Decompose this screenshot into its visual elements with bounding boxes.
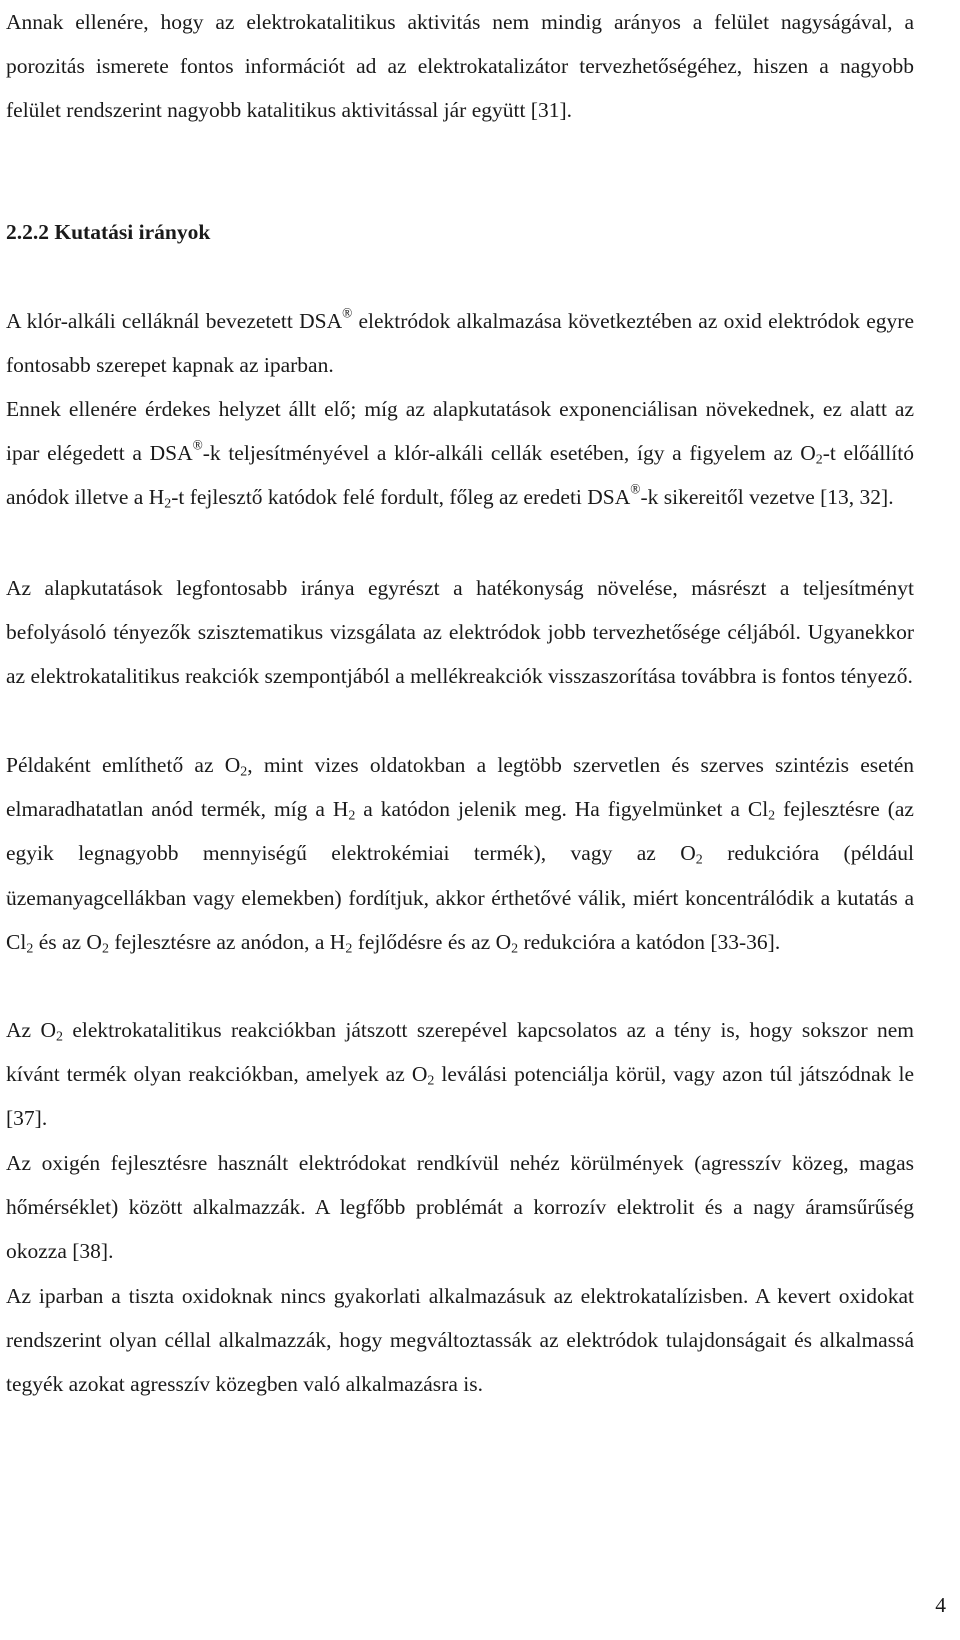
paragraph-iparban: Az iparban a tiszta oxidoknak nincs gyakorlati alkalmazásuk az elektrokatalízisben. A kevert oxidokat rendszerint olyan céllal alkalmazzák, hogy megváltoztassák az elektródok tulajdonságait és alkalmassá tegyék azokat agresszív közegben való alkalmazásra is. [6, 1284, 914, 1397]
paragraph-peldakent: Példaként említhető az $O_2$, mint vizes oldatokban a legtöbb szervetlen és szerves szintézis esetén elmaradhatatlan anód termék, míg a $H_2$ a katódon jelenik meg. Ha figyelmünket a $Cl_2$ fejlesztésre (az egyik legnagyobb mennyiségű elektrokémiai termék), vagy az $O_2$ redukcióra (például üzemanyagcellákban vagy elemekben) fordítjuk, akkor érthetővé válik, miért koncentrálódik a kutatás a $Cl_2$ és az $O_2$ fejlesztésre az anódon, a $H_2$ fejlődésre és az $O_2$ redukcióra a katódon [33-36]. [6, 753, 914, 957]
paragraph-alapkutatasok: Az alapkutatások legfontosabb iránya egyrészt a hatékonyság növelése, másrészt a teljesítményt befolyásoló tényezők szisztematikus vizsgálata az elektródok jobb tervezhetősége céljából. Ugyanekkor az elektrokatalitikus reakciók szempontjából a mellékreakciók visszaszorítása továbbra is fontos tényező. [6, 576, 914, 689]
registered-mark: ® [342, 305, 353, 321]
paragraph-intro: Annak ellenére, hogy az elektrokatalitikus aktivitás nem mindig arányos a felület nagyságával, a porozitás ismerete fontos információt ad az elektrokatalizátor tervezhetőségéhez, hiszen a nagyobb felület rendszerint nagyobb katalitikus aktivitással jár együtt [31]. [6, 10, 914, 123]
paragraph-oxigen: Az oxigén fejlesztésre használt elektródokat rendkívül nehéz körülmények (agresszív közeg, magas hőmérséklet) között alkalmazzák. A legfőbb problémát a korrozív elektrolit és a nagy áramsűrűség okozza [38]. [6, 1151, 914, 1264]
registered-mark: ® [630, 481, 641, 497]
section-number: 2.2.2 [6, 220, 49, 244]
paragraph-dsa: A klór-alkáli celláknál bevezetett DSA® elektródok alkalmazása következtében az oxid elektródok egyre fontosabb szerepet kapnak az iparban. [6, 305, 914, 378]
page-number: 4 [935, 1593, 946, 1617]
paragraph-o2: Az $O_2$ elektrokatalitikus reakciókban játszott szerepével kapcsolatos az a tény is, hogy sokszor nem kívánt termék olyan reakciókban, amelyek az $O_2$ leválási potenciálja körül, vagy azon túl játszódnak le [37]. [6, 1018, 914, 1131]
section-title: Kutatási irányok [54, 220, 211, 244]
registered-mark: ® [192, 437, 203, 453]
paragraph-ennek: Ennek ellenére érdekes helyzet állt elő; míg az alapkutatások exponenciálisan növekednek, ez alatt az ipar elégedett a DSA®-k teljesítményével a klór-alkáli cellák esetében, így a figyelem az $O_2-t$ előállító anódok illetve a $H_2-t$ fejlesztő katódok felé fordult, főleg az eredeti DSA®-k sikereitől vezetve [13, 32]. [6, 397, 914, 512]
section-heading [6, 210, 210, 254]
